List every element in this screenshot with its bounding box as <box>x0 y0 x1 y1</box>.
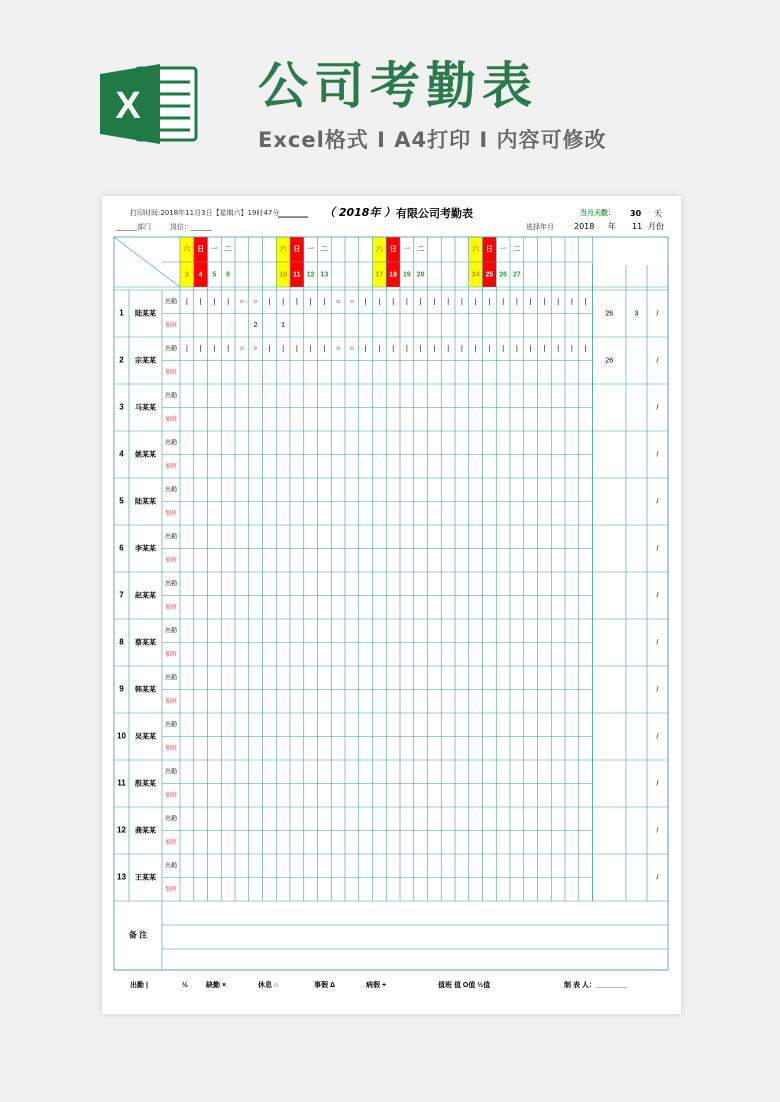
attend-label: 出勤 <box>164 581 178 588</box>
attendance-grid <box>102 196 681 1014</box>
attend-mark: | <box>447 298 450 306</box>
date-label: 27 <box>512 271 521 279</box>
employee-no: 4 <box>119 449 124 459</box>
stat-other: / <box>656 780 659 788</box>
attend-mark: | <box>227 345 230 353</box>
employee-name: 殷某某 <box>135 780 156 788</box>
employee-no: 9 <box>119 684 124 694</box>
stat-other: / <box>656 686 659 694</box>
overtime-mark: 1 <box>281 322 286 330</box>
weekday-label: 二 <box>224 245 232 253</box>
attend-mark: ○ <box>336 298 341 306</box>
weekday-label: 二 <box>513 245 521 253</box>
date-label: 12 <box>306 271 315 279</box>
employee-name: 陆某某 <box>135 498 156 506</box>
attend-mark: ○ <box>253 298 258 306</box>
weekday-label: 六 <box>375 245 383 253</box>
legend-item: 出勤 | <box>130 981 148 989</box>
date-label: 17 <box>375 271 384 279</box>
attend-mark: | <box>460 345 463 353</box>
attend-mark: | <box>570 345 573 353</box>
overtime-label: 加班 <box>164 557 178 564</box>
attend-mark: | <box>378 345 381 353</box>
attend-mark: | <box>227 298 230 306</box>
attend-mark: | <box>295 298 298 306</box>
weekday-label: 二 <box>320 245 328 253</box>
attend-mark: | <box>543 298 546 306</box>
month-days-unit: 天 <box>654 209 662 218</box>
employee-no: 1 <box>119 308 124 318</box>
attendance-sheet <box>102 196 681 1014</box>
year-select[interactable]: 2018 <box>574 222 595 231</box>
employee-name: 王某某 <box>135 874 156 882</box>
attend-mark: | <box>515 345 518 353</box>
employee-name: 李某某 <box>135 545 156 553</box>
employee-no: 7 <box>119 590 124 600</box>
attend-label: 出勤 <box>164 722 178 729</box>
employee-name: 龚某某 <box>135 827 156 835</box>
attend-label: 出勤 <box>164 816 178 823</box>
employee-no: 2 <box>119 355 124 365</box>
logo-letter: X <box>115 85 141 127</box>
attend-mark: | <box>282 345 285 353</box>
month-days-value: 30 <box>630 209 642 218</box>
employee-no: 6 <box>119 543 124 553</box>
employee-no: 13 <box>117 872 126 882</box>
attend-mark: | <box>392 298 395 306</box>
attend-mark: | <box>185 298 188 306</box>
stat-overtime: 3 <box>634 310 639 318</box>
attend-label: 出勤 <box>164 863 178 870</box>
date-label: 11 <box>293 271 301 279</box>
attend-mark: | <box>309 345 312 353</box>
weekday-label: 六 <box>472 245 480 253</box>
date-label: 13 <box>320 271 329 279</box>
overtime-label: 加班 <box>164 369 178 376</box>
employee-no: 11 <box>117 778 126 788</box>
page-subtitle: Excel格式 I A4打印 I 内容可修改 <box>258 128 607 152</box>
attend-label: 出勤 <box>164 487 178 494</box>
attend-mark: ○ <box>336 345 341 353</box>
overtime-label: 加班 <box>164 651 178 658</box>
attend-mark: | <box>433 345 436 353</box>
attend-mark: | <box>213 298 216 306</box>
attend-mark: | <box>364 345 367 353</box>
attend-mark: | <box>557 345 560 353</box>
attend-mark: | <box>557 298 560 306</box>
overtime-label: 加班 <box>164 416 178 423</box>
attend-mark: | <box>502 345 505 353</box>
attend-mark: | <box>460 298 463 306</box>
attend-mark: | <box>474 298 477 306</box>
attend-mark: | <box>268 298 271 306</box>
attend-label: 出勤 <box>164 346 178 353</box>
date-label: 4 <box>198 271 203 279</box>
date-label: 26 <box>499 271 508 279</box>
date-label: 19 <box>402 271 411 279</box>
attend-mark: | <box>309 298 312 306</box>
page-title: 公司考勤表 <box>258 57 538 115</box>
date-label: 6 <box>226 271 231 279</box>
overtime-label: 加班 <box>164 463 178 470</box>
stat-other: / <box>656 310 659 318</box>
stat-attend-days: 26 <box>605 310 614 318</box>
attend-mark: | <box>419 345 422 353</box>
date-label: 5 <box>212 271 217 279</box>
attend-mark: | <box>199 298 202 306</box>
employee-name: 姚某某 <box>135 451 156 459</box>
overtime-label: 加班 <box>164 510 178 517</box>
attend-mark: | <box>323 345 326 353</box>
stat-other: / <box>656 733 659 741</box>
stat-other: / <box>656 874 659 882</box>
weekday-label: 六 <box>279 245 287 253</box>
attend-mark: | <box>433 298 436 306</box>
overtime-label: 加班 <box>164 745 178 752</box>
stat-other: / <box>656 639 659 647</box>
overtime-label: 加班 <box>164 604 178 611</box>
date-label: 10 <box>279 271 288 279</box>
stat-other: / <box>656 545 659 553</box>
stat-other: / <box>656 357 659 365</box>
attend-mark: | <box>529 298 532 306</box>
remarks-label: 备 注 <box>128 930 148 940</box>
print-time: 打印时间:2018年11月3日【星期六】19时47分 <box>130 209 280 217</box>
employee-name: 陆某某 <box>135 310 156 318</box>
overtime-label: 加班 <box>164 792 178 799</box>
employee-name: 吴某某 <box>135 733 156 741</box>
year-unit: 年 <box>608 222 616 231</box>
attend-mark: | <box>405 345 408 353</box>
date-label: 18 <box>389 271 398 279</box>
employee-no: 3 <box>119 402 124 412</box>
stat-other: / <box>656 404 659 412</box>
weekday-label: 日 <box>293 245 301 253</box>
attend-label: 出勤 <box>164 393 178 400</box>
attend-mark: ○ <box>239 345 244 353</box>
attend-mark: ○ <box>349 345 354 353</box>
employee-name: 马某某 <box>135 404 156 412</box>
attend-mark: | <box>488 298 491 306</box>
stat-other: / <box>656 498 659 506</box>
employee-no: 12 <box>117 825 126 835</box>
attend-mark: | <box>502 298 505 306</box>
attend-mark: | <box>392 345 395 353</box>
attend-mark: | <box>488 345 491 353</box>
attend-label: 出勤 <box>164 675 178 682</box>
weekday-label: 日 <box>485 245 493 253</box>
month-select[interactable]: 11 <box>632 222 643 231</box>
attend-label: 出勤 <box>164 299 178 306</box>
legend-item: 值班 值 O值 ½值 <box>438 981 491 989</box>
attend-mark: | <box>364 298 367 306</box>
post-field[interactable]: 岗位：______ <box>170 223 212 231</box>
attend-mark: | <box>185 345 188 353</box>
overtime-label: 加班 <box>164 322 178 329</box>
overtime-label: 加班 <box>164 839 178 846</box>
stat-other: / <box>656 827 659 835</box>
weekday-label: 一 <box>210 245 218 253</box>
attend-mark: ○ <box>239 298 244 306</box>
sheet-title: 有限公司考勤表 <box>396 207 473 220</box>
excel-logo-icon <box>100 62 200 146</box>
employee-name: 韩某某 <box>135 686 156 694</box>
month-days-label: 当月天数： <box>580 209 615 217</box>
attend-mark: | <box>584 345 587 353</box>
employee-no: 5 <box>119 496 124 506</box>
stat-other: / <box>656 451 659 459</box>
weekday-label: 日 <box>389 245 397 253</box>
stat-attend-days: 26 <box>605 357 614 365</box>
weekday-label: 六 <box>183 245 191 253</box>
attend-label: 出勤 <box>164 769 178 776</box>
maker-field: 制 表 人：________ <box>564 981 628 989</box>
date-label: 25 <box>485 271 494 279</box>
attend-mark: | <box>323 298 326 306</box>
dept-field[interactable]: ______部门 <box>116 223 151 231</box>
date-label: 20 <box>416 271 425 279</box>
attend-mark: | <box>282 298 285 306</box>
attend-mark: | <box>543 345 546 353</box>
overtime-label: 加班 <box>164 886 178 893</box>
employee-name: 赵某某 <box>135 592 156 600</box>
attend-mark: | <box>405 298 408 306</box>
attend-mark: | <box>529 345 532 353</box>
company-name-blank[interactable]: ______ <box>278 207 308 218</box>
legend-item: 缺勤 × <box>206 981 227 989</box>
employee-name: 宗某某 <box>135 357 156 365</box>
attend-mark: | <box>199 345 202 353</box>
attend-mark: ○ <box>349 298 354 306</box>
date-label: 3 <box>184 271 189 279</box>
attend-mark: | <box>213 345 216 353</box>
attend-label: 出勤 <box>164 628 178 635</box>
attend-mark: ○ <box>253 345 258 353</box>
attend-mark: | <box>584 298 587 306</box>
select-month-label: 选择年月 <box>526 223 554 231</box>
legend-item: 休息 ○ <box>258 981 279 989</box>
attend-mark: | <box>515 298 518 306</box>
weekday-label: 一 <box>403 245 411 253</box>
overtime-label: 加班 <box>164 698 178 705</box>
title-year: （ 2018年 ） <box>324 206 396 219</box>
attend-mark: | <box>474 345 477 353</box>
attend-mark: | <box>268 345 271 353</box>
attend-mark: | <box>378 298 381 306</box>
employee-no: 10 <box>117 731 126 741</box>
employee-no: 8 <box>119 637 124 647</box>
legend-item: ½ <box>182 981 188 989</box>
attend-mark: | <box>295 345 298 353</box>
stat-other: / <box>656 592 659 600</box>
overtime-mark: 2 <box>253 322 258 330</box>
legend-item: 事假 Δ <box>314 981 335 989</box>
weekday-label: 一 <box>499 245 507 253</box>
attend-mark: | <box>419 298 422 306</box>
date-label: 24 <box>471 271 480 279</box>
attend-label: 出勤 <box>164 534 178 541</box>
month-unit: 月份 <box>648 222 664 231</box>
employee-name: 蔡某某 <box>135 639 156 647</box>
weekday-label: 一 <box>307 245 315 253</box>
attend-mark: | <box>447 345 450 353</box>
attend-label: 出勤 <box>164 440 178 447</box>
weekday-label: 二 <box>417 245 425 253</box>
legend-item: 病假 + <box>366 981 387 989</box>
attend-mark: | <box>570 298 573 306</box>
weekday-label: 日 <box>197 245 205 253</box>
